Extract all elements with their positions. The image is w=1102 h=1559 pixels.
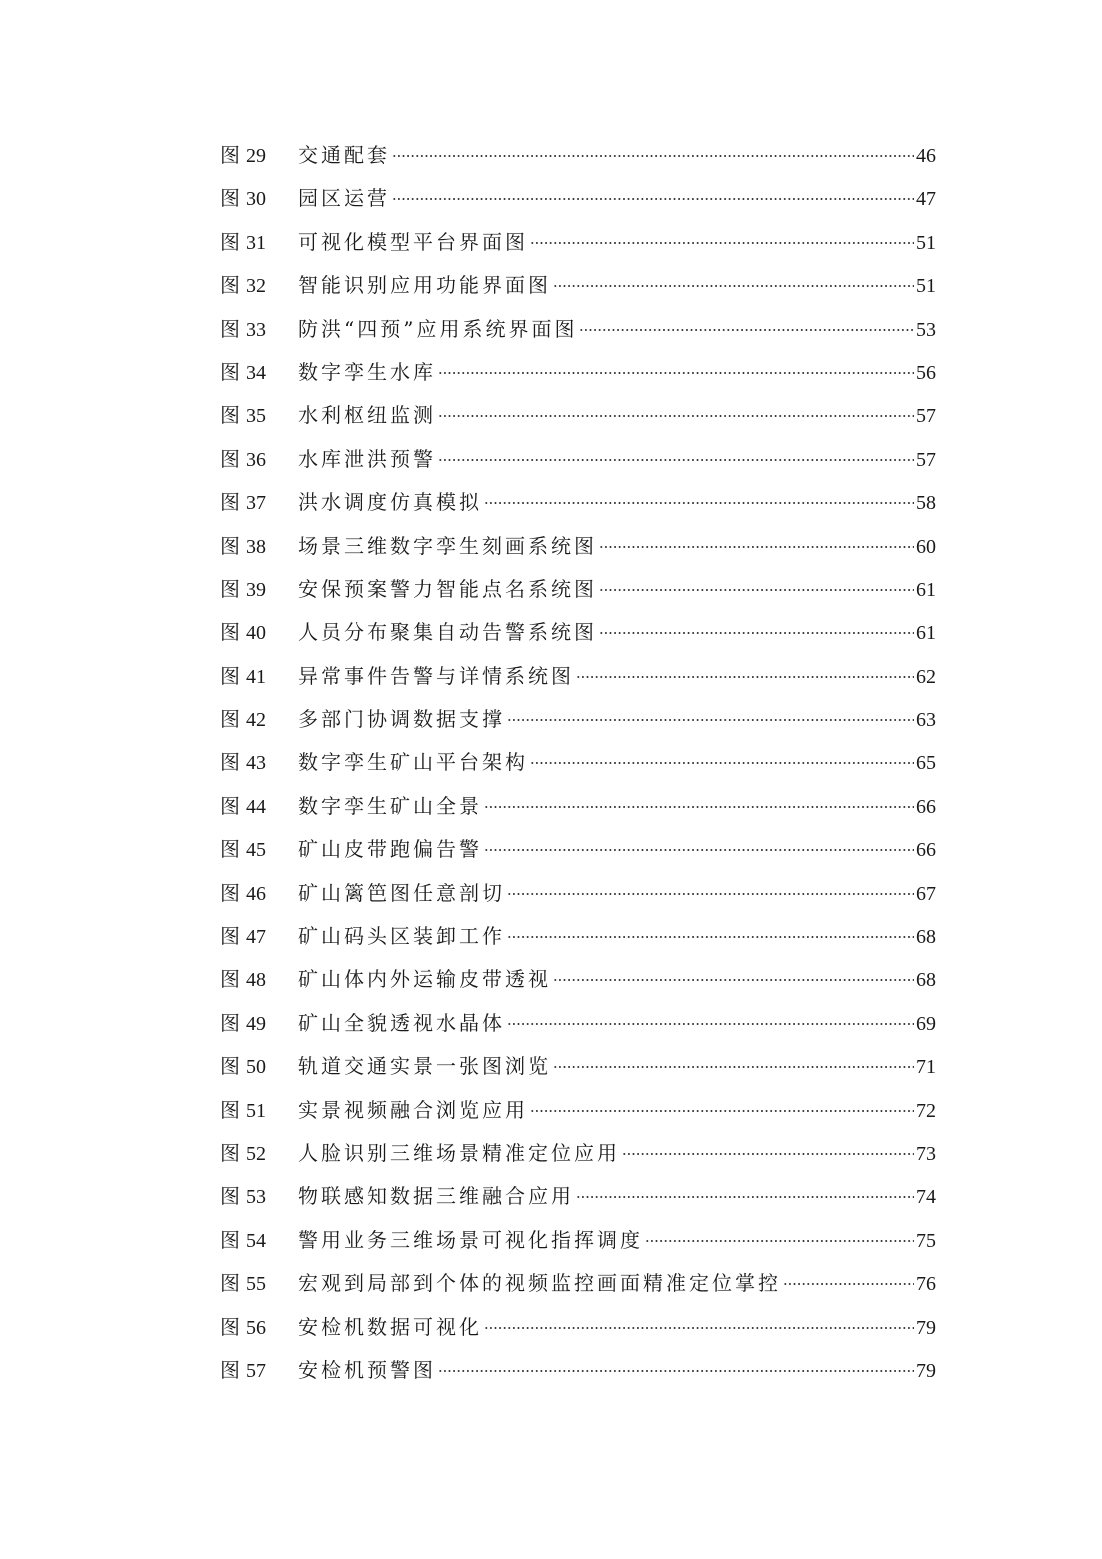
- figure-label: [220, 264, 298, 308]
- figure-number: 36: [246, 448, 266, 471]
- dot-leader: [576, 1196, 914, 1198]
- figure-label: [220, 872, 298, 916]
- page-number: 57: [916, 405, 936, 428]
- dot-leader: [579, 329, 914, 331]
- figure-label: [220, 351, 298, 395]
- dot-leader: [507, 719, 914, 721]
- figure-prefix: 图: [220, 273, 242, 298]
- figure-number: 52: [246, 1142, 266, 1165]
- figure-label: [220, 915, 298, 959]
- figure-label: [220, 958, 298, 1002]
- figure-label: [220, 394, 298, 438]
- page-number: 47: [916, 188, 936, 211]
- page-number: 53: [916, 318, 936, 341]
- dot-leader: [507, 936, 914, 938]
- figure-number: 42: [246, 709, 266, 732]
- figure-title: 矿山全貌透视水晶体: [298, 1010, 505, 1035]
- page-number: 46: [916, 145, 936, 167]
- figure-title: 数字孪生矿山全景: [298, 793, 482, 818]
- page-number: 74: [916, 1186, 936, 1209]
- page-number: 68: [916, 969, 936, 992]
- figure-title: 人脸识别三维场景精准定位应用: [298, 1140, 620, 1165]
- figure-prefix: 图: [220, 1010, 242, 1035]
- page-number: 65: [916, 752, 936, 775]
- page-number: 51: [916, 275, 936, 298]
- toc-entry[interactable]: [220, 1262, 936, 1305]
- dot-leader: [507, 893, 914, 895]
- figure-title: 宏观到局部到个体的视频监控画面精准定位掌控: [298, 1271, 781, 1296]
- dot-leader: [438, 459, 914, 461]
- dot-leader: [553, 285, 914, 287]
- dot-leader: [530, 1110, 914, 1112]
- toc-entry[interactable]: [220, 481, 936, 524]
- figure-number: 37: [246, 492, 266, 515]
- figure-title: 防洪“四预”应用系统界面图: [298, 316, 578, 341]
- figure-prefix: 图: [220, 880, 242, 905]
- figure-title: 数字孪生水库: [298, 359, 436, 384]
- dot-leader: [530, 762, 914, 764]
- toc-entry[interactable]: [220, 1002, 936, 1045]
- page-number: 61: [916, 578, 936, 601]
- page-number: 58: [916, 492, 936, 515]
- dot-leader: [392, 198, 914, 200]
- figure-title: 交通配套: [298, 143, 390, 167]
- toc-entry[interactable]: [220, 264, 936, 307]
- page-number: 51: [916, 231, 936, 254]
- figure-title: 洪水调度仿真模拟: [298, 490, 482, 515]
- figure-number: 55: [246, 1273, 266, 1296]
- figure-title: 场景三维数字孪生刻画系统图: [298, 533, 597, 558]
- figure-number: 47: [246, 926, 266, 949]
- figure-number: 34: [246, 361, 266, 384]
- toc-entry[interactable]: [220, 1089, 936, 1132]
- figure-title: 实景视频融合浏览应用: [298, 1097, 528, 1122]
- figure-label: [220, 611, 298, 655]
- dot-leader: [484, 1327, 914, 1329]
- page-number: 60: [916, 535, 936, 558]
- toc-entry[interactable]: [220, 1132, 936, 1175]
- page-number: 79: [916, 1359, 936, 1382]
- page-number: 71: [916, 1056, 936, 1079]
- toc-entry[interactable]: [220, 828, 936, 871]
- figure-title: 安检机数据可视化: [298, 1314, 482, 1339]
- figure-label: [220, 1175, 298, 1219]
- figure-prefix: 图: [220, 533, 242, 558]
- figure-prefix: 图: [220, 1184, 242, 1209]
- page-number: 73: [916, 1142, 936, 1165]
- toc-entry[interactable]: [220, 785, 936, 828]
- figure-number: 46: [246, 882, 266, 905]
- figure-prefix: 图: [220, 403, 242, 428]
- figure-number: 49: [246, 1012, 266, 1035]
- toc-entry[interactable]: [220, 134, 936, 177]
- dot-leader: [530, 242, 914, 244]
- toc-entry[interactable]: [220, 1349, 936, 1392]
- figure-prefix: 图: [220, 1314, 242, 1339]
- figure-prefix: 图: [220, 576, 242, 601]
- figure-list: [220, 134, 936, 1392]
- figure-prefix: 图: [220, 620, 242, 645]
- toc-entry[interactable]: [220, 1306, 936, 1349]
- page-number: 66: [916, 839, 936, 862]
- figure-prefix: 图: [220, 490, 242, 515]
- figure-label: [220, 828, 298, 872]
- figure-number: 44: [246, 795, 266, 818]
- figure-prefix: 图: [220, 186, 242, 211]
- dot-leader: [599, 589, 914, 591]
- figure-label: [220, 1089, 298, 1133]
- figure-number: 53: [246, 1186, 266, 1209]
- dot-leader: [484, 806, 914, 808]
- figure-label: [220, 134, 298, 178]
- toc-entry[interactable]: [220, 915, 936, 958]
- toc-entry[interactable]: [220, 698, 936, 741]
- dot-leader: [553, 979, 914, 981]
- toc-entry[interactable]: [220, 958, 936, 1001]
- page-number: 57: [916, 448, 936, 471]
- figure-prefix: 图: [220, 316, 242, 341]
- page-number: 61: [916, 622, 936, 645]
- dot-leader: [622, 1153, 914, 1155]
- toc-entry[interactable]: [220, 308, 936, 351]
- figure-title: 物联感知数据三维融合应用: [298, 1184, 574, 1209]
- figure-number: 35: [246, 405, 266, 428]
- page-number: 69: [916, 1012, 936, 1035]
- figure-label: [220, 698, 298, 742]
- figure-prefix: 图: [220, 1227, 242, 1252]
- figure-label: [220, 785, 298, 829]
- figure-prefix: 图: [220, 924, 242, 949]
- figure-label: [220, 177, 298, 221]
- page-number: 56: [916, 361, 936, 384]
- figure-prefix: 图: [220, 837, 242, 862]
- toc-entry[interactable]: [220, 741, 936, 784]
- figure-prefix: 图: [220, 143, 242, 167]
- figure-number: 50: [246, 1056, 266, 1079]
- figure-title: 人员分布聚集自动告警系统图: [298, 620, 597, 645]
- figure-prefix: 图: [220, 1140, 242, 1165]
- figure-title: 异常事件告警与详情系统图: [298, 663, 574, 688]
- figure-prefix: 图: [220, 967, 242, 992]
- figure-number: 41: [246, 665, 266, 688]
- figure-label: [220, 1219, 298, 1263]
- toc-entry[interactable]: [220, 438, 936, 481]
- figure-number: 32: [246, 275, 266, 298]
- toc-entry[interactable]: [220, 611, 936, 654]
- toc-entry[interactable]: [220, 1175, 936, 1218]
- figure-prefix: 图: [220, 1097, 242, 1122]
- dot-leader: [599, 632, 914, 634]
- figure-label: [220, 1262, 298, 1306]
- page-number: 67: [916, 882, 936, 905]
- figure-prefix: 图: [220, 750, 242, 775]
- toc-entry[interactable]: [220, 872, 936, 915]
- figure-title: 矿山篱笆图任意剖切: [298, 880, 505, 905]
- figure-prefix: 图: [220, 1271, 242, 1296]
- toc-entry[interactable]: [220, 1045, 936, 1088]
- figure-number: 56: [246, 1316, 266, 1339]
- figure-number: 39: [246, 578, 266, 601]
- dot-leader: [438, 415, 914, 417]
- dot-leader: [438, 372, 914, 374]
- figure-title: 数字孪生矿山平台架构: [298, 750, 528, 775]
- figure-title: 矿山皮带跑偏告警: [298, 837, 482, 862]
- page-number: 68: [916, 926, 936, 949]
- figure-title: 矿山码头区装卸工作: [298, 924, 505, 949]
- figure-number: 51: [246, 1099, 266, 1122]
- toc-entry[interactable]: [220, 655, 936, 698]
- figure-prefix: 图: [220, 793, 242, 818]
- figure-prefix: 图: [220, 1054, 242, 1079]
- figure-number: 40: [246, 622, 266, 645]
- figure-number: 48: [246, 969, 266, 992]
- dot-leader: [507, 1023, 914, 1025]
- toc-entry[interactable]: [220, 394, 936, 437]
- figure-number: 38: [246, 535, 266, 558]
- figure-number: 43: [246, 752, 266, 775]
- figure-label: [220, 438, 298, 482]
- figure-prefix: 图: [220, 229, 242, 254]
- figure-title: 安保预案警力智能点名系统图: [298, 576, 597, 601]
- toc-entry[interactable]: [220, 221, 936, 264]
- toc-entry[interactable]: [220, 351, 936, 394]
- figure-number: 29: [246, 145, 266, 167]
- page-number: 62: [916, 665, 936, 688]
- figure-prefix: 图: [220, 1357, 242, 1382]
- figure-label: [220, 568, 298, 612]
- page-number: 66: [916, 795, 936, 818]
- dot-leader: [783, 1283, 914, 1285]
- figure-title: 安检机预警图: [298, 1357, 436, 1382]
- figure-label: [220, 655, 298, 699]
- dot-leader: [484, 849, 914, 851]
- figure-number: 30: [246, 188, 266, 211]
- figure-label: [220, 525, 298, 569]
- figure-title: 水利枢纽监测: [298, 403, 436, 428]
- figure-title: 多部门协调数据支撑: [298, 707, 505, 732]
- figure-number: 54: [246, 1229, 266, 1252]
- figure-label: [220, 481, 298, 525]
- figure-title: 可视化模型平台界面图: [298, 229, 528, 254]
- dot-leader: [576, 676, 914, 678]
- page-number: 76: [916, 1273, 936, 1296]
- figure-label: [220, 741, 298, 785]
- figure-label: [220, 1306, 298, 1350]
- figure-label: [220, 1132, 298, 1176]
- dot-leader: [438, 1370, 914, 1372]
- figure-title: 园区运营: [298, 186, 390, 211]
- figure-title: 智能识别应用功能界面图: [298, 273, 551, 298]
- page-number: 63: [916, 709, 936, 732]
- toc-entry[interactable]: [220, 1219, 936, 1262]
- figure-label: [220, 1002, 298, 1046]
- figure-number: 31: [246, 231, 266, 254]
- page-number: 79: [916, 1316, 936, 1339]
- figure-number: 45: [246, 839, 266, 862]
- figure-prefix: 图: [220, 707, 242, 732]
- figure-title: 轨道交通实景一张图浏览: [298, 1054, 551, 1079]
- toc-entry[interactable]: [220, 177, 936, 220]
- figure-label: [220, 1045, 298, 1089]
- page-number: 75: [916, 1229, 936, 1252]
- toc-entry[interactable]: [220, 568, 936, 611]
- figure-number: 57: [246, 1359, 266, 1382]
- figure-title: 水库泄洪预警: [298, 446, 436, 471]
- figure-prefix: 图: [220, 359, 242, 384]
- figure-label: [220, 1349, 298, 1393]
- toc-entry[interactable]: [220, 525, 936, 568]
- dot-leader: [553, 1066, 914, 1068]
- figure-title: 矿山体内外运输皮带透视: [298, 967, 551, 992]
- figure-title: 警用业务三维场景可视化指挥调度: [298, 1227, 643, 1252]
- figure-prefix: 图: [220, 446, 242, 471]
- dot-leader: [645, 1240, 914, 1242]
- figure-number: 33: [246, 318, 266, 341]
- figure-label: [220, 308, 298, 352]
- dot-leader: [484, 502, 914, 504]
- figure-label: [220, 221, 298, 265]
- dot-leader: [599, 546, 914, 548]
- page-number: 72: [916, 1099, 936, 1122]
- figure-prefix: 图: [220, 663, 242, 688]
- dot-leader: [392, 155, 914, 157]
